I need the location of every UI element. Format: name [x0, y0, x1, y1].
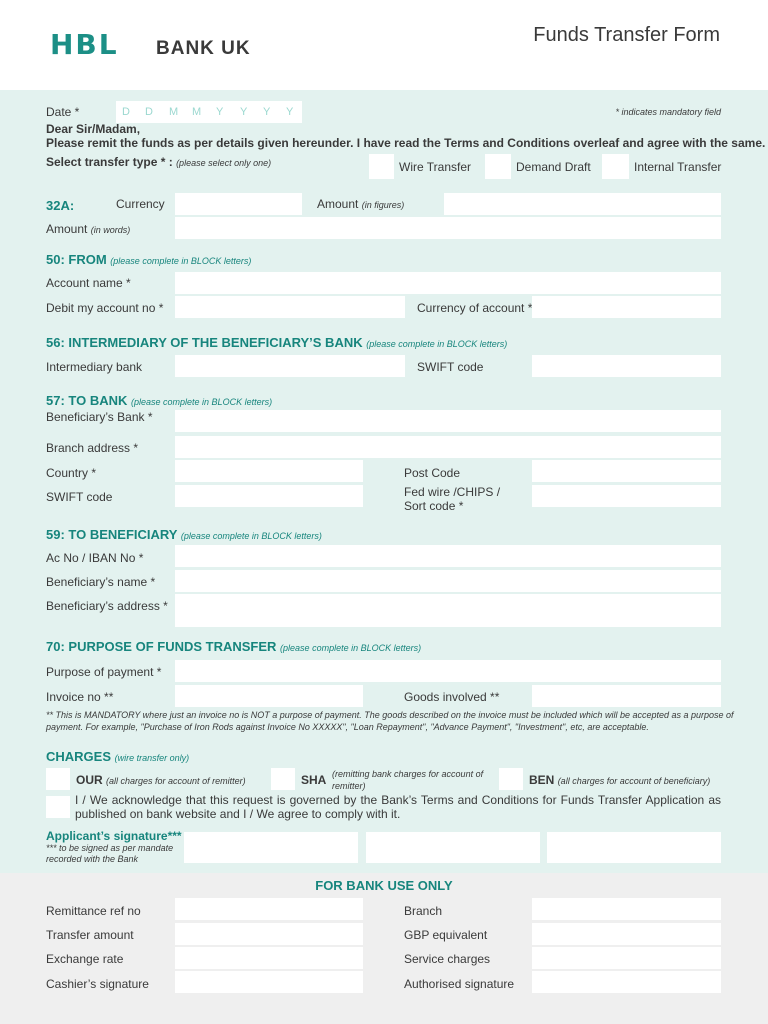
branch-address-label: Branch address *	[46, 441, 139, 455]
exchange-rate-field[interactable]	[175, 947, 363, 969]
authorised-signature-field[interactable]	[532, 971, 721, 993]
remittance-ref-label: Remittance ref no	[46, 904, 141, 918]
amount-words-label: Amount (in words)	[46, 222, 131, 236]
sha-note-line1: (remitting bank charges for account of	[332, 769, 484, 779]
acknowledge-line2: published on bank website and I / We agree to comply with it.	[75, 807, 401, 821]
form-title: Funds Transfer Form	[533, 24, 720, 46]
branch-address-field[interactable]	[175, 436, 721, 458]
acknowledge-line1: I / We acknowledge that this request is governed by the Bank’s Terms and Conditions for Funds Transfer Application as	[75, 793, 721, 807]
wire-transfer-label: Wire Transfer	[399, 160, 472, 174]
hbl-logo: HBL	[50, 28, 119, 61]
purpose-field[interactable]	[175, 660, 721, 682]
our-label: OUR (all charges for account of remitter)	[76, 773, 246, 787]
applicant-signature-label: Applicant’s signature***	[46, 829, 182, 843]
sha-checkbox[interactable]	[271, 768, 295, 790]
section-59-beneficiary: 59: TO BENEFICIARY (please complete in BLOCK letters)	[46, 527, 322, 542]
remit-text: Please remit the funds as per details given hereunder. I have read the Terms and Conditions overleaf and agree with the same.	[46, 136, 766, 150]
section-57-to-bank: 57: TO BANK (please complete in BLOCK letters)	[46, 393, 273, 408]
iban-label: Ac No / IBAN No *	[46, 551, 144, 565]
exchange-rate-label: Exchange rate	[46, 952, 124, 966]
bank-swift-label: SWIFT code	[46, 490, 113, 504]
purpose-footnote-line2: payment. For example, "Purchase of Iron Rods against Invoice No XXXXX", "Loan Repayment", "Advance Payment", "Investment", etc, are acceptable.	[46, 722, 649, 732]
signature-field-2[interactable]	[366, 832, 540, 863]
goods-field[interactable]	[532, 685, 721, 707]
date-char: Y	[286, 106, 294, 118]
internal-transfer-checkbox[interactable]	[602, 154, 629, 179]
currency-field[interactable]	[175, 193, 302, 215]
gbp-equivalent-label: GBP equivalent	[404, 928, 488, 942]
branch-field[interactable]	[532, 898, 721, 920]
intermediary-swift-label: SWIFT code	[417, 360, 484, 374]
bank-swift-field[interactable]	[175, 485, 363, 507]
beneficiary-bank-field[interactable]	[175, 410, 721, 432]
bank-use-title: FOR BANK USE ONLY	[315, 878, 453, 893]
post-code-label: Post Code	[404, 466, 461, 480]
mandatory-note: * indicates mandatory field	[615, 107, 721, 117]
beneficiary-bank-label: Beneficiary’s Bank *	[46, 410, 153, 424]
beneficiary-name-label: Beneficiary’s name *	[46, 575, 156, 589]
intermediary-swift-field[interactable]	[532, 355, 721, 377]
fedwire-label-line2: Sort code *	[404, 499, 464, 513]
date-char: M	[192, 106, 202, 118]
date-label: Date *	[46, 105, 80, 119]
section-50-from: 50: FROM (please complete in BLOCK letters)	[46, 252, 252, 267]
signature-note-line1: *** to be signed as per mandate	[46, 843, 174, 853]
section-56-intermediary: 56: INTERMEDIARY OF THE BENEFICIARY’S BANK (please complete in BLOCK letters)	[46, 335, 508, 350]
fedwire-label-line1: Fed wire /CHIPS /	[404, 485, 501, 499]
intermediary-bank-field[interactable]	[175, 355, 405, 377]
amount-words-field[interactable]	[175, 217, 721, 239]
section-charges: CHARGES (wire transfer only)	[46, 749, 190, 764]
date-char: Y	[216, 106, 224, 118]
currency-of-account-field[interactable]	[532, 296, 721, 318]
country-label: Country *	[46, 466, 97, 480]
beneficiary-address-label: Beneficiary’s address *	[46, 599, 168, 613]
debit-account-label: Debit my account no *	[46, 301, 164, 315]
purpose-footnote-line1: ** This is MANDATORY where just an invoice no is NOT a purpose of payment. The goods described on the invoice must be included which will be accepted as a purpose of	[46, 710, 734, 720]
acknowledge-checkbox[interactable]	[46, 796, 70, 818]
signature-note-line2: recorded with the Bank	[46, 854, 139, 864]
cashier-signature-field[interactable]	[175, 971, 363, 993]
signature-field-3[interactable]	[547, 832, 721, 863]
internal-transfer-label: Internal Transfer	[634, 160, 722, 174]
date-field[interactable]	[116, 101, 302, 123]
branch-label: Branch	[404, 904, 443, 918]
date-char: D	[145, 106, 153, 118]
beneficiary-address-field[interactable]	[175, 594, 721, 627]
wire-transfer-checkbox[interactable]	[369, 154, 394, 179]
date-char: D	[122, 106, 130, 118]
demand-draft-label: Demand Draft	[516, 160, 591, 174]
demand-draft-checkbox[interactable]	[485, 154, 511, 179]
account-name-field[interactable]	[175, 272, 721, 294]
beneficiary-name-field[interactable]	[175, 570, 721, 592]
date-char: Y	[240, 106, 248, 118]
gbp-equivalent-field[interactable]	[532, 923, 721, 945]
remittance-ref-field[interactable]	[175, 898, 363, 920]
ben-checkbox[interactable]	[499, 768, 523, 790]
date-char: Y	[263, 106, 271, 118]
invoice-label: Invoice no **	[46, 690, 114, 704]
iban-field[interactable]	[175, 545, 721, 567]
transfer-amount-label: Transfer amount	[46, 928, 134, 942]
sha-note-line2: remitter)	[332, 781, 366, 791]
cashier-signature-label: Cashier’s signature	[46, 977, 149, 991]
purpose-label: Purpose of payment *	[46, 665, 162, 679]
post-code-field[interactable]	[532, 460, 721, 482]
authorised-signature-label: Authorised signature	[404, 977, 515, 991]
service-charges-label: Service charges	[404, 952, 491, 966]
account-name-label: Account name *	[46, 276, 131, 290]
our-checkbox[interactable]	[46, 768, 70, 790]
sha-label: SHA	[301, 773, 327, 787]
amount-figures-label: Amount (in figures)	[317, 197, 405, 211]
country-field[interactable]	[175, 460, 363, 482]
section-32a: 32A:	[46, 198, 75, 213]
service-charges-field[interactable]	[532, 947, 721, 969]
salutation: Dear Sir/Madam,	[46, 122, 141, 136]
ben-label: BEN (all charges for account of beneficiary)	[529, 773, 711, 787]
invoice-field[interactable]	[175, 685, 363, 707]
signature-field-1[interactable]	[184, 832, 358, 863]
date-char: M	[169, 106, 179, 118]
goods-label: Goods involved **	[404, 690, 500, 704]
section-70-purpose: 70: PURPOSE OF FUNDS TRANSFER (please complete in BLOCK letters)	[46, 639, 422, 654]
currency-label: Currency	[116, 197, 165, 211]
intermediary-bank-label: Intermediary bank	[46, 360, 143, 374]
bank-name: BANK UK	[156, 38, 251, 59]
fedwire-field[interactable]	[532, 485, 721, 507]
amount-figures-field[interactable]	[444, 193, 721, 215]
transfer-amount-field[interactable]	[175, 923, 363, 945]
debit-account-field[interactable]	[175, 296, 405, 318]
select-type-label: Select transfer type * : (please select only one)	[46, 155, 272, 169]
currency-of-account-label: Currency of account *	[417, 301, 533, 315]
